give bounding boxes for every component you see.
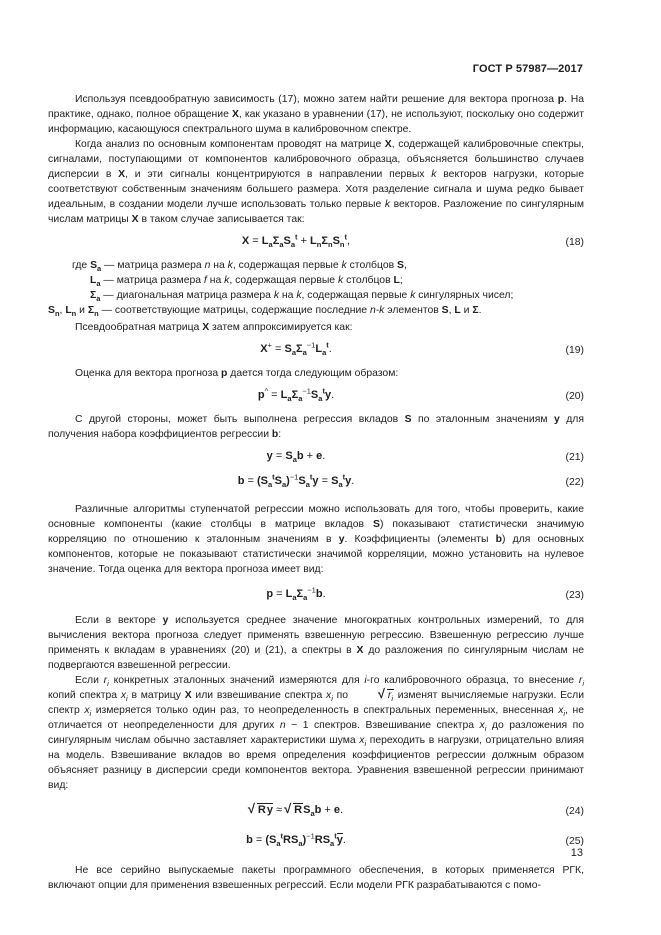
equation-21-number: (21) [565, 452, 584, 463]
paragraph-stepwise-regression: Различные алгоритмы ступенчатой регрессии можно использовать для того, чтобы проверить, какие основные компоненты (какие столбцы в матрице вкладов S) показывают статистически значимую корреляцию по отношению к эталонным значениям в y. Коэффициенты (элементы b) для основных компонентов, которые не показывают статистически значимой корреляции, можно установить на нулевое значение. Тогда оценка для вектора прогноза имеет вид: [48, 504, 584, 575]
definition-la: $L_a$ — матрица размера f на k, содержащая первые k столбцов L; [90, 275, 403, 289]
equation-23-formula: $p = L_a\Sigma_a^{-1}b$. [266, 585, 326, 603]
equation-22 [48, 472, 584, 492]
equation-23-number: (23) [565, 590, 584, 601]
equation-24-number: (24) [565, 806, 584, 817]
paragraph-prediction-estimate: Оценка для вектора прогноза p дается тогда следующим образом: [75, 368, 399, 379]
equation-23 [48, 585, 584, 605]
equation-19 [48, 340, 584, 360]
equation-21 [48, 447, 584, 467]
equation-22-number: (22) [565, 477, 584, 488]
equation-18-number: (18) [565, 237, 584, 248]
page-number: 13 [570, 847, 583, 859]
paragraph-regression-scores: С другой стороны, может быть выполнена регрессия вкладов S по эталонным значениям y для получения набора коэффициентов регрессии b: [48, 414, 584, 440]
paragraph-reference-copies: Если $r_i$ конкретных эталонных значений измеряются для i-го калибровочного образца, то внесение $r_i$ копий спектра $x_i$ в матрицу X или взвешивание спектра $x_i$ по √ $r_i$ изменят вычисляемые нагрузки. Если спектр $x_i$ измеряется только один раз, то неопределенность в спектральных переменных, внесенная $x_i$, не отличается от неопределенности для других n − 1 спектров. Взвешивание спектра $x_i$ до разложения по сингулярным числам обычно заставляет характеристики шума $x_i$ переходить в нагрузки, отрицательно влияя на модель. Взвешивание вкладов во время определения коэффициентов регрессии должным образом объясняет разницу в дисперсии среди компонентов вектора. Уравнения взвешенной регрессии принимают вид: [48, 673, 584, 793]
equation-24 [48, 801, 584, 821]
equation-25-formula: $b = (S_a^tRS_a)^{-1}RS_a^ty$. [246, 831, 346, 849]
paragraph-pseudoinverse-solution: Используя псевдообратную зависимость (17), можно затем найти решение для вектора прогноза p. На практике, однако, полное обращение X, как указано в уравнении (17), не используют, поскольку оно содержит информацию, касающуюся спектрального шума в калибровочном спектре. [48, 94, 585, 135]
equation-20-number: (20) [565, 391, 584, 402]
page-content [48, 92, 584, 893]
paragraph-software-packages: Не все серийно выпускаемые пакеты программного обеспечения, в которых применяется РГК, включают опции для применения взвешенных регрессий. Если модели РГК разрабатываются с помо- [48, 865, 584, 891]
paragraph-pseudoinverse-approx: Псевдообратная матрица X затем аппроксимируется как: [75, 322, 353, 333]
definitions-list [48, 258, 584, 318]
sqrt-ri: √ $r_i$ [352, 688, 394, 703]
equation-25 [48, 831, 584, 851]
equation-18 [48, 232, 584, 252]
equation-22-formula: $b = (S_a^tS_a)^{-1}S_a^ty = S_a^ty$. [237, 472, 355, 490]
equation-18-formula: $X = L_a\Sigma_aS_a^t + L_n\Sigma_nS_n^t$, [241, 232, 351, 250]
definition-sa: где $S_a$ — матрица размера n на k, содержащая первые k столбцов S, [72, 260, 407, 274]
paragraph-weighted-regression: Если в векторе y используется среднее значение многократных контрольных измерений, то для вычисления вектора прогноза следует применять взвешенную регрессию. Взвешенную регрессию лучше применять к вкладам в уравнениях (20) и (21), а спектры в X до разложения по сингулярным числам не подвергаются взвешенной регрессии. [48, 615, 584, 671]
definition-sigma-a: $\Sigma_a$ — диагональная матрица размера k на k, содержащая первые k сингулярных чисел; [90, 290, 514, 304]
equation-21-formula: $y = S_ab + e$. [266, 450, 326, 465]
equation-19-formula: $X^+ = S_a\Sigma_a^{-1}L_a^t$. [260, 340, 332, 358]
equation-24-formula: √ Ry ≈ √ $RS_ab + e$. [48, 803, 544, 818]
paragraph-pca-analysis: Когда анализ по основным компонентам проводят на матрице X, содержащей калибровочные спектры, сигналами, поступающими от компонентов калибровочного образца, объясняется большинство случаев дисперсии в X, и эти сигналы концентрируются в направлении первых k векторов нагрузки, которые соответствуют собственным значениям большего размера. Хотя разделение сигнала и шума редко бывает идеальным, в создании модели лучше использовать только первые k векторов. Разложение по сингулярным числам матрицы X в таком случае записывается так: [48, 139, 584, 225]
equation-20-formula: $p^{\^{}} = L_a\Sigma_a^{-1}S_a^ty$. [257, 386, 335, 404]
definition-sn-ln-sigma-n: $S_n$, $L_n$ и $\Sigma_n$ — соответствующие матрицы, содержащие последние n-k элементов S, L и Σ. [48, 305, 482, 319]
equation-19-number: (19) [565, 345, 584, 356]
equation-20 [48, 386, 584, 406]
document-standard-header: ГОСТ Р 57987—2017 [472, 63, 583, 75]
equation-25-number: (25) [565, 836, 584, 847]
